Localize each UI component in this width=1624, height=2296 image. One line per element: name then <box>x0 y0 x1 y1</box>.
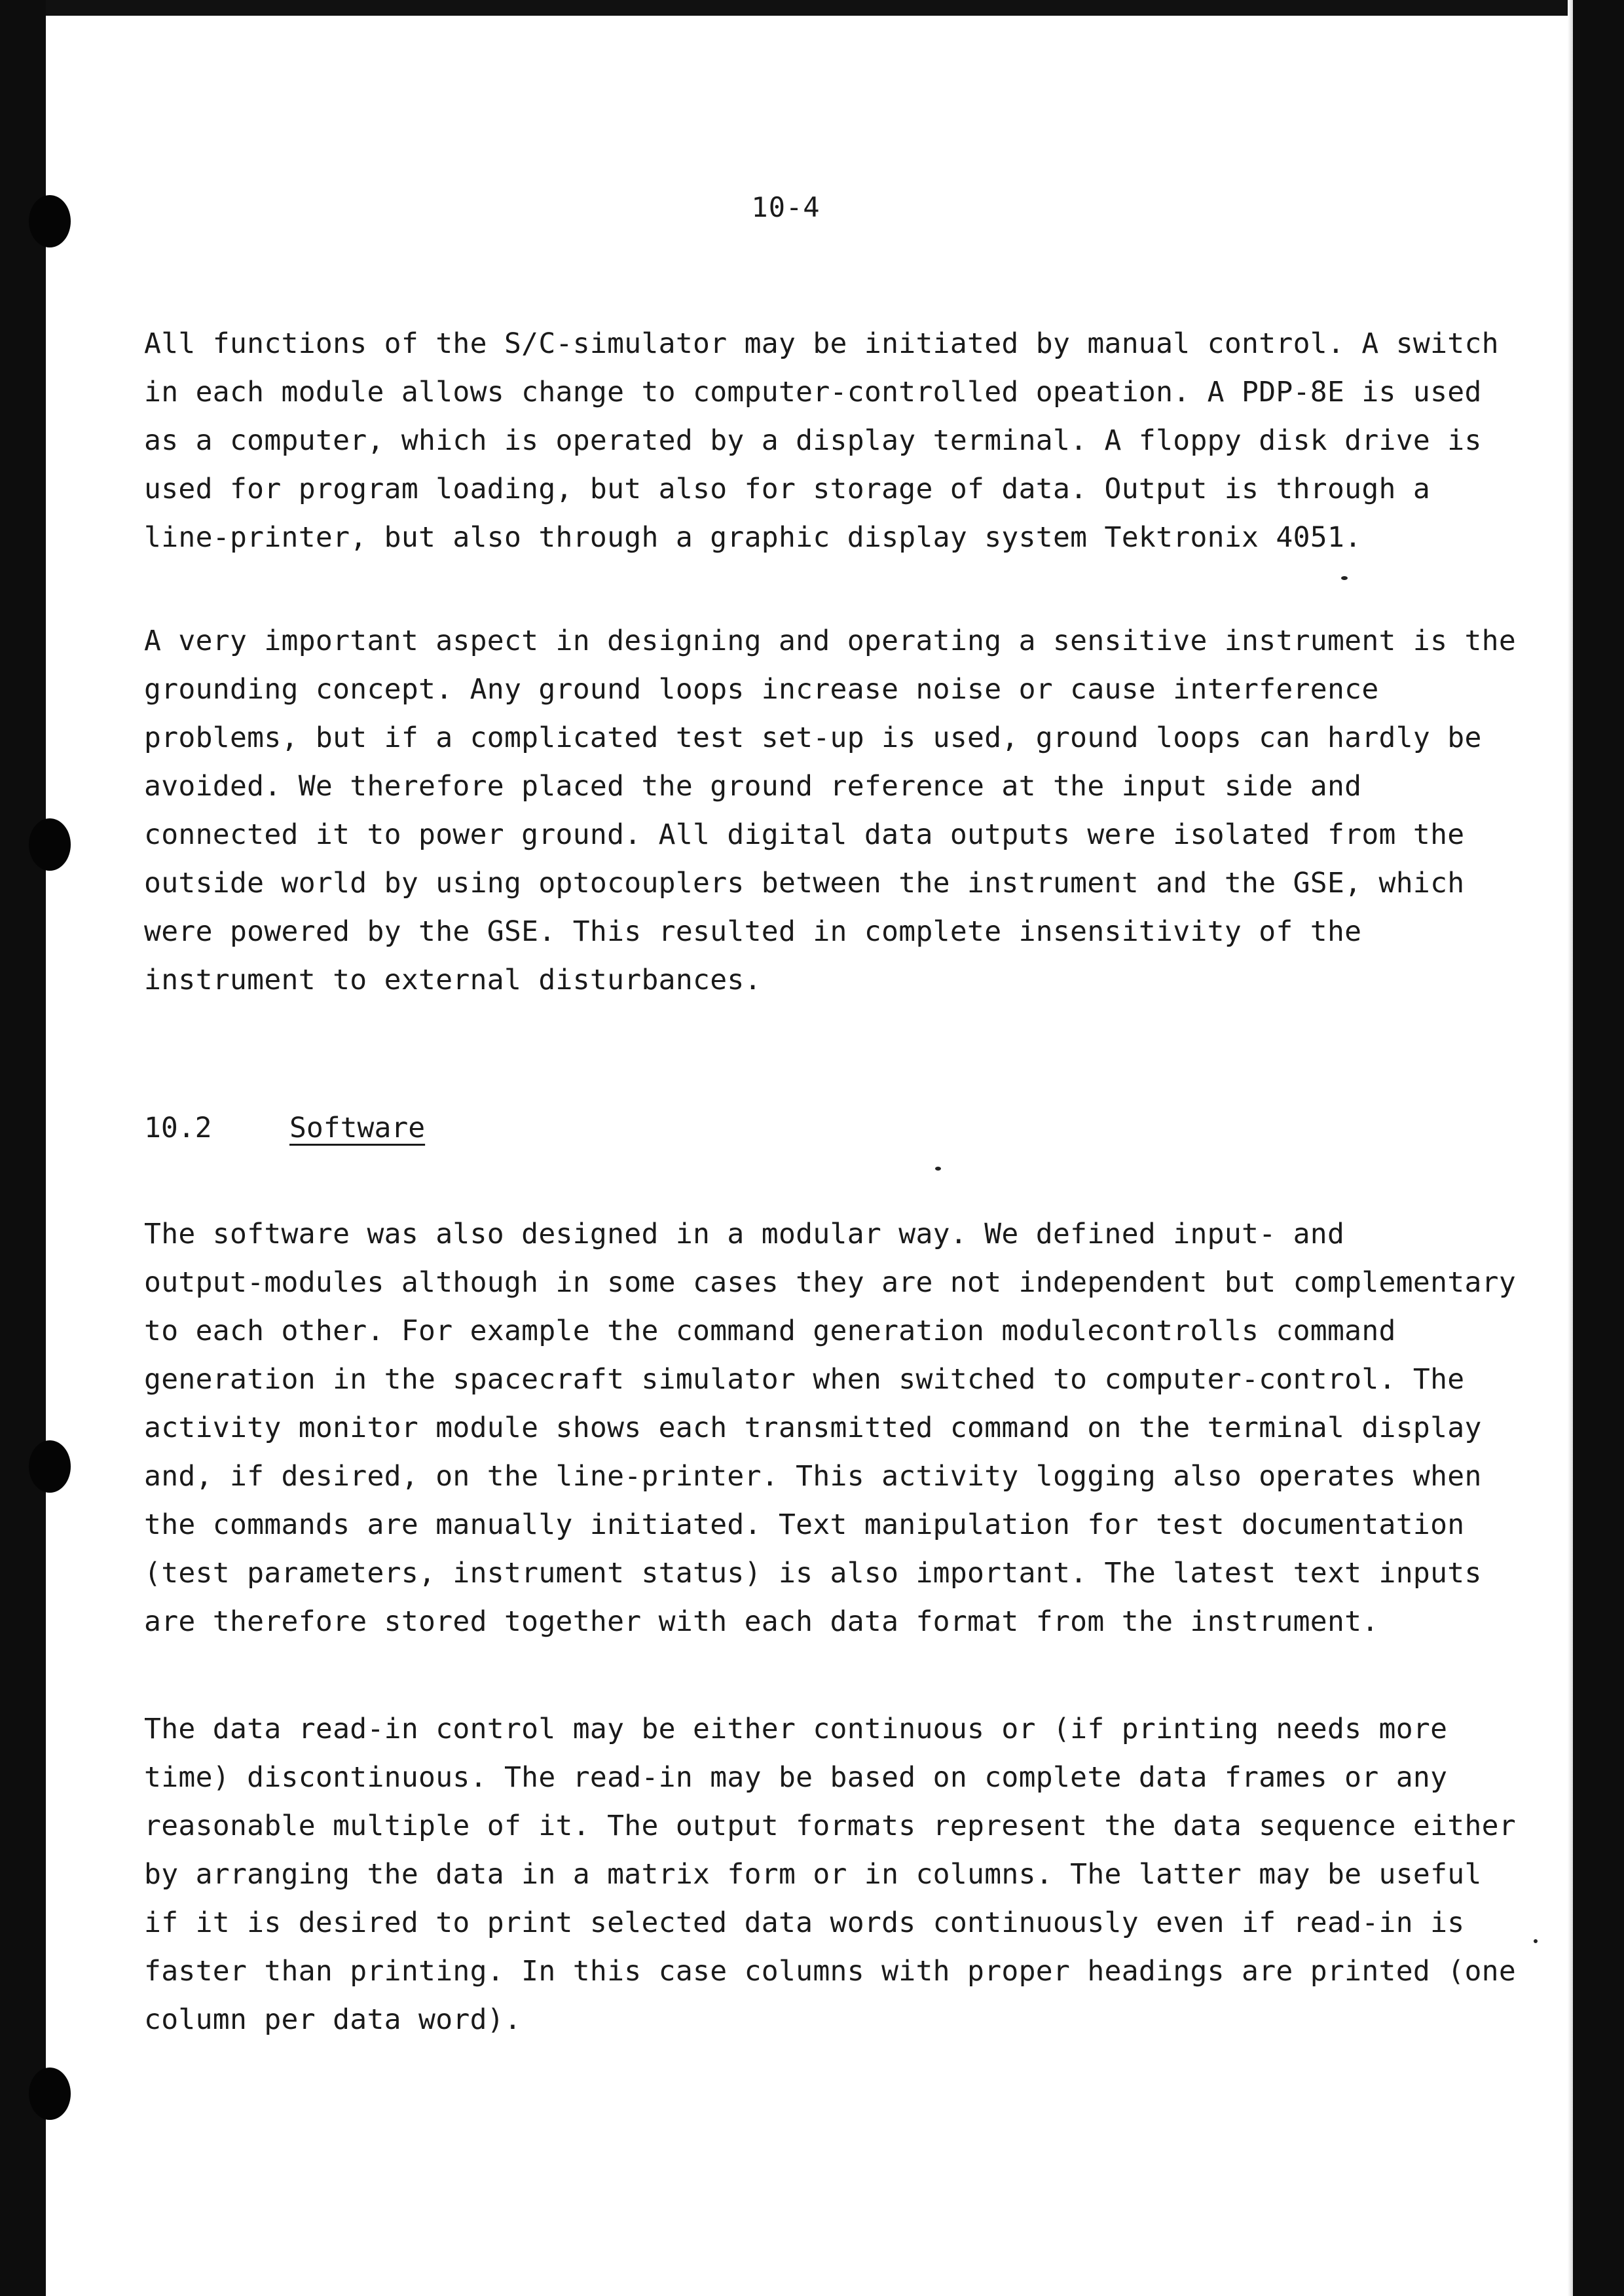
text-line: used for program loading, but also for storage of data. Output is through a <box>144 473 1431 505</box>
scan-right-border <box>1573 0 1624 2296</box>
section-number: 10.2 <box>144 1112 212 1144</box>
text-line: avoided. We therefore placed the ground reference at the input side and <box>144 770 1362 803</box>
scan-speck <box>935 1167 941 1171</box>
text-line: the commands are manually initiated. Text manipulation for test documentation <box>144 1508 1465 1541</box>
text-line: activity monitor module shows each transmitted command on the terminal display <box>144 1412 1482 1444</box>
text-line: in each module allows change to computer-controlled opeation. A PDP-8E is used <box>144 376 1482 409</box>
paragraph-software-modules <box>144 1210 1517 1646</box>
text-line: The software was also designed in a modular way. We defined input- and <box>144 1218 1345 1250</box>
text-line: by arranging the data in a matrix form or in columns. The latter may be useful <box>144 1858 1482 1891</box>
text-line: generation in the spacecraft simulator when switched to computer-control. The <box>144 1363 1465 1396</box>
text-line: connected it to power ground. All digital data outputs were isolated from the <box>144 818 1465 851</box>
text-line: column per data word). <box>144 2003 522 2036</box>
text-line: grounding concept. Any ground loops increase noise or cause interference <box>144 673 1379 706</box>
scan-speck <box>1341 576 1348 580</box>
page-edge-shadow <box>1568 0 1573 2296</box>
text-line: time) discontinuous. The read-in may be based on complete data frames or any <box>144 1761 1448 1794</box>
text-line: (test parameters, instrument status) is also important. The latest text inputs <box>144 1557 1482 1590</box>
paragraph-system-control <box>144 319 1499 562</box>
text-line: reasonable multiple of it. The output formats represent the data sequence either <box>144 1810 1517 1842</box>
page-number: 10-4 <box>751 191 821 223</box>
text-line: All functions of the S/C-simulator may be initiated by manual control. A switch <box>144 327 1499 360</box>
punch-hole-4 <box>29 2068 71 2120</box>
punch-hole-2 <box>29 818 71 871</box>
scan-speck <box>1534 1939 1538 1943</box>
section-title: Software <box>289 1112 426 1144</box>
text-line: are therefore stored together with each data format from the instrument. <box>144 1605 1379 1638</box>
text-line: outside world by using optocouplers between the instrument and the GSE, which <box>144 867 1465 900</box>
text-line: line-printer, but also through a graphic display system Tektronix 4051. <box>144 521 1362 554</box>
text-line: A very important aspect in designing and operating a sensitive instrument is the <box>144 625 1517 657</box>
text-line: to each other. For example the command generation modulecontrolls command <box>144 1315 1396 1347</box>
text-line: output-modules although in some cases they are not independent but complementary <box>144 1266 1517 1299</box>
text-line: The data read-in control may be either continuous or (if printing needs more <box>144 1713 1448 1745</box>
text-line: and, if desired, on the line-printer. This activity logging also operates when <box>144 1460 1482 1493</box>
text-line: instrument to external disturbances. <box>144 964 762 996</box>
scan-left-border <box>0 0 46 2296</box>
paragraph-grounding-concept <box>144 617 1517 1004</box>
paragraph-data-read-in <box>144 1705 1517 2044</box>
text-line: were powered by the GSE. This resulted in complete insensitivity of the <box>144 915 1362 948</box>
text-line: problems, but if a complicated test set-up is used, ground loops can hardly be <box>144 721 1482 754</box>
text-line: if it is desired to print selected data words continuously even if read-in is <box>144 1906 1465 1939</box>
section-heading <box>144 1104 425 1152</box>
text-line: as a computer, which is operated by a display terminal. A floppy disk drive is <box>144 424 1482 457</box>
scan-top-border <box>0 0 1624 16</box>
punch-hole-3 <box>29 1440 71 1493</box>
text-line: faster than printing. In this case columns with proper headings are printed (one <box>144 1955 1517 1988</box>
